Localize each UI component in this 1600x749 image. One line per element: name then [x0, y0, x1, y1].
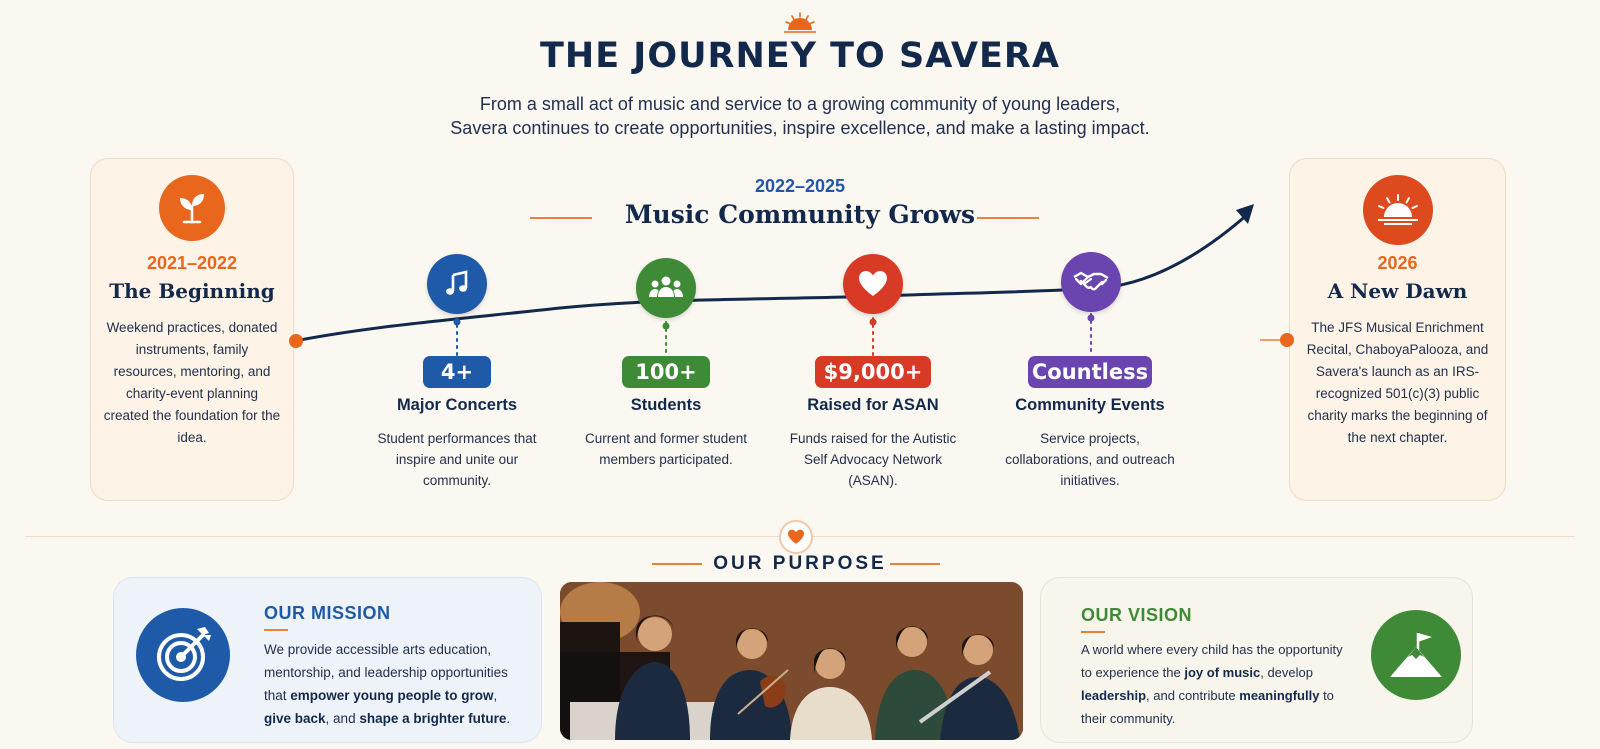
events-badge: Countless: [1028, 356, 1152, 388]
concerts-description: Student performances that inspire and unite our community.: [377, 431, 537, 488]
beginning-year: 2021–2022: [146, 253, 238, 273]
asan-badge: $9,000+: [815, 356, 931, 388]
asan-label: Raised for ASAN: [807, 396, 939, 414]
dawn-description: The JFS Musical Enrichment Recital, ChaboyaPalooza, and Savera's launch as an IRS-recognized 501(c)(3) public charity marks the beginning of the next chapter.: [1306, 320, 1489, 445]
beginning-title: The Beginning: [109, 279, 275, 303]
students-badge: 100+: [622, 356, 710, 388]
mission-text: We provide accessible arts education, mentorship, and leadership opportunities that empower young people to grow, give back, and shape a brighter future.: [264, 642, 511, 726]
dawn-year: 2026: [1377, 253, 1418, 273]
students-music-photo: [560, 582, 1023, 740]
dawn-title: A New Dawn: [1327, 279, 1468, 303]
events-description: Service projects, collaborations, and outreach initiatives.: [1005, 431, 1175, 488]
people-icon: [636, 258, 696, 318]
handshake-icon: [1061, 252, 1121, 312]
vision-card: [1040, 577, 1473, 743]
growth-year: 2022–2025: [754, 176, 846, 196]
vision-text: A world where every child has the opportunity to experience the joy of music, develop leadership, and contribute meaningfully to their community.: [1081, 642, 1343, 726]
heart-icon: [843, 254, 903, 314]
vision-underline: [1081, 631, 1105, 633]
beginning-description: Weekend practices, donated instruments, family resources, mentoring, and charity-event planning created the foundation for the idea.: [103, 320, 281, 445]
growth-title-line-right: [977, 217, 1039, 219]
growth-title: Music Community Grows: [624, 200, 976, 229]
growth-title-line-left: [530, 217, 592, 219]
vision-heading: OUR VISION: [1081, 605, 1193, 625]
mission-underline: [264, 629, 288, 631]
purpose-title: OUR PURPOSE: [713, 553, 887, 574]
mission-heading: OUR MISSION: [264, 603, 391, 623]
mission-card: [113, 577, 542, 743]
events-label: Community Events: [1015, 396, 1165, 414]
students-label: Students: [630, 396, 702, 414]
concerts-label: Major Concerts: [396, 396, 518, 414]
timeline-start-dot: [289, 334, 303, 348]
music-note-icon: [427, 254, 487, 314]
asan-description: Funds raised for the Autistic Self Advocacy Network (ASAN).: [789, 431, 957, 488]
concerts-badge: 4+: [423, 356, 491, 388]
timeline-end-dot: [1280, 333, 1294, 347]
mountain-flag-icon: [1371, 610, 1461, 700]
target-icon: [136, 608, 230, 702]
purpose-heart-icon: [779, 520, 813, 554]
page-title: THE JOURNEY TO SAVERA: [540, 36, 1060, 76]
students-description: Current and former student members participated.: [584, 431, 748, 467]
purpose-line-right: [890, 563, 940, 565]
subtitle-line-2: Savera continues to create opportunities, inspire excellence, and make a lasting impact.: [450, 118, 1150, 138]
subtitle-line-1: From a small act of music and service to a growing community of young leaders,: [479, 94, 1121, 114]
